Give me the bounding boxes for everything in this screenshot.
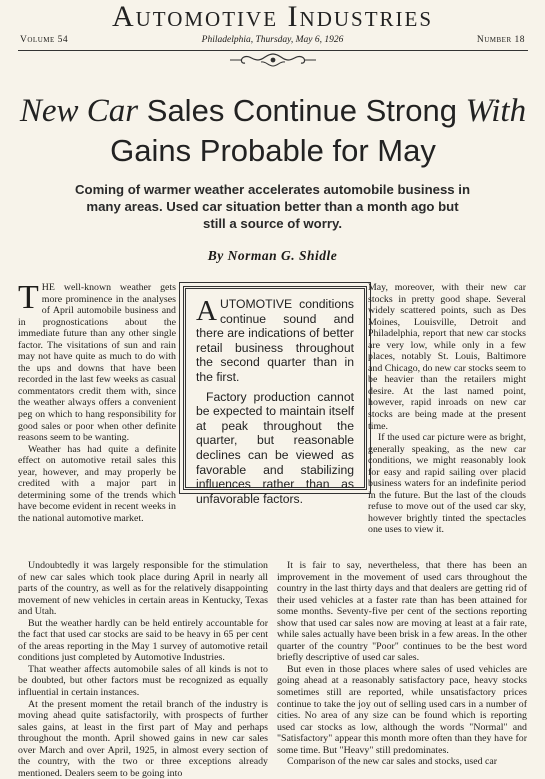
- box-paragraph-1-text: UTOMOTIVE conditions continue sound and there are indications of better retail business throughout the second quarter than in the first.: [196, 297, 354, 384]
- lower-left-paragraph-2: But the weather hardly can be held entirely accountable for the fact that used car stocks are said to be heavy in 65 per cent of the areas reporting in the May 1 survey of automotive retail conditions just completed by Automotive Industries.: [18, 617, 268, 664]
- box-drop-cap: A: [196, 295, 217, 327]
- issue-line: [20, 35, 525, 45]
- lower-right-paragraph-1: It is fair to say, nevertheless, that there has been an improvement in the movement of used cars throughout the country in the last thirty days and that dealers are getting rid of their used vehicles at a faster rate than has been attained for some months. Seventy-five per cent of the sections reporting show that used car sales now are moving at least at a fair rate, while sales actually have been brisk in a few areas. In the other quarter of the country "Poor" continues to be the best word briefly descriptive of used car sales.: [277, 560, 527, 664]
- left-paragraph-1: [18, 279, 176, 444]
- left-column: [18, 279, 176, 524]
- ornament-container: [0, 50, 545, 72]
- headline-line-2: Gains Probable for May: [110, 133, 436, 168]
- summary-box-text: [196, 297, 354, 511]
- box-paragraph-1: [196, 297, 354, 385]
- scroll-ornament-icon: [228, 50, 318, 70]
- lower-right-paragraph-2: But even in those places where sales of used vehicles are going ahead at a reasonably satisfactory pace, heavy stocks sometimes still are reported, while unsatisfactory prices continue to take the joy out of selling used cars in a number of cities. No area of any size can be found which is reporting used car stocks as low, although the words "Normal" and "Satisfactory" appear this month more often than they have for some time. But "Heavy" still predominates.: [277, 663, 527, 756]
- right-paragraph-2: If the used car picture were as bright, generally speaking, as the new car conditions, we might reasonably look for easy and rapid sailing over placid business waters for an indefinite period in the future. But the last of the clouds refuse to move out of the used car sky, however brightly tinted the spectacles one uses to view it.: [368, 432, 526, 536]
- summary-box: [183, 286, 367, 506]
- byline: By Norman G. Shidle: [207, 248, 338, 263]
- left-paragraph-2: Weather has had quite a definite effect on automotive retail sales this year, however, and may properly be credited with a major part in determining some of the trends which have become evident in recent weeks in the national automotive market.: [18, 443, 176, 524]
- lower-right-column: [277, 560, 527, 768]
- article-deck: Coming of warmer weather accelerates automobile business in many areas. Used car situation better than a month ago but still a source of worry.: [75, 182, 471, 231]
- right-column: [368, 282, 526, 536]
- headline-text-1: Sales Continue Strong: [138, 93, 466, 128]
- drop-cap: T: [18, 279, 39, 316]
- right-paragraph-1: May, moreover, with their new car stocks in pretty good shape. Several widely scattered points, such as Des Moines, Louisville, Detroit and Philadelphia, report that new car stocks are very low, while only in a few places, notably St. Louis, Baltimore and Chicago, do new car stocks seem to be heavier than the retailers might desire. At the last named point, however, rapid inroads on new car stocks are being made at the present time.: [368, 282, 526, 432]
- issue-number: Number 18: [476, 35, 525, 45]
- lower-left-paragraph-4: At the present moment the retail branch of the industry is moving ahead quite satisfactorily, with prospects of further sales gains, at least in the first part of May and perhaps throughout the month. April showed gains in new car sales over March and over April, 1925, in almost every section of the country, with the two or three exceptions already mentioned. Dealers seem to be going into: [18, 698, 268, 779]
- lower-left-paragraph-3: That weather affects automobile sales of all kinds is not to be doubted, but other factors must be recognized as equally influential in certain instances.: [18, 663, 268, 699]
- dateline: Philadelphia, Thursday, May 6, 1926: [201, 35, 344, 45]
- lower-left-column: [18, 560, 268, 779]
- masthead-title: Automotive Industries: [111, 0, 434, 33]
- left-paragraph-1-text: HE well-known weather gets more prominence in the analyses of April automobile business and in prognostications about the immediate future than any other single factor. The visitations of sun and rain may not have quite as much to do with the ups and downs that have been recorded in the last few weeks as casual commentators credit them with, since the weather always offers a convenient peg on which to hang responsibility for good sales or poor when other definite reasons seem to be wanting.: [18, 282, 176, 444]
- headline-line-1: [18, 91, 528, 131]
- lower-right-paragraph-3: Comparison of the new car sales and stocks, used car: [287, 756, 498, 768]
- headline-italic-2: With: [465, 93, 527, 129]
- volume-label: Volume 54: [20, 35, 69, 45]
- box-paragraph-2: Factory production cannot be expected to maintain itself at peak throughout the quarter, but reasonable declines can be viewed as favorable and stabilizing influences rather than as unfavorable factors.: [196, 389, 354, 506]
- lower-left-paragraph-1: Undoubtedly it was largely responsible for the stimulation of new car sales which took place during April in nearly all parts of the country, as well as for the relatively disappointing movement of new vehicles in certain areas in Kentucky, Texas and Utah.: [18, 560, 268, 618]
- article-headline: [18, 91, 528, 170]
- headline-italic-1: New Car: [19, 93, 139, 129]
